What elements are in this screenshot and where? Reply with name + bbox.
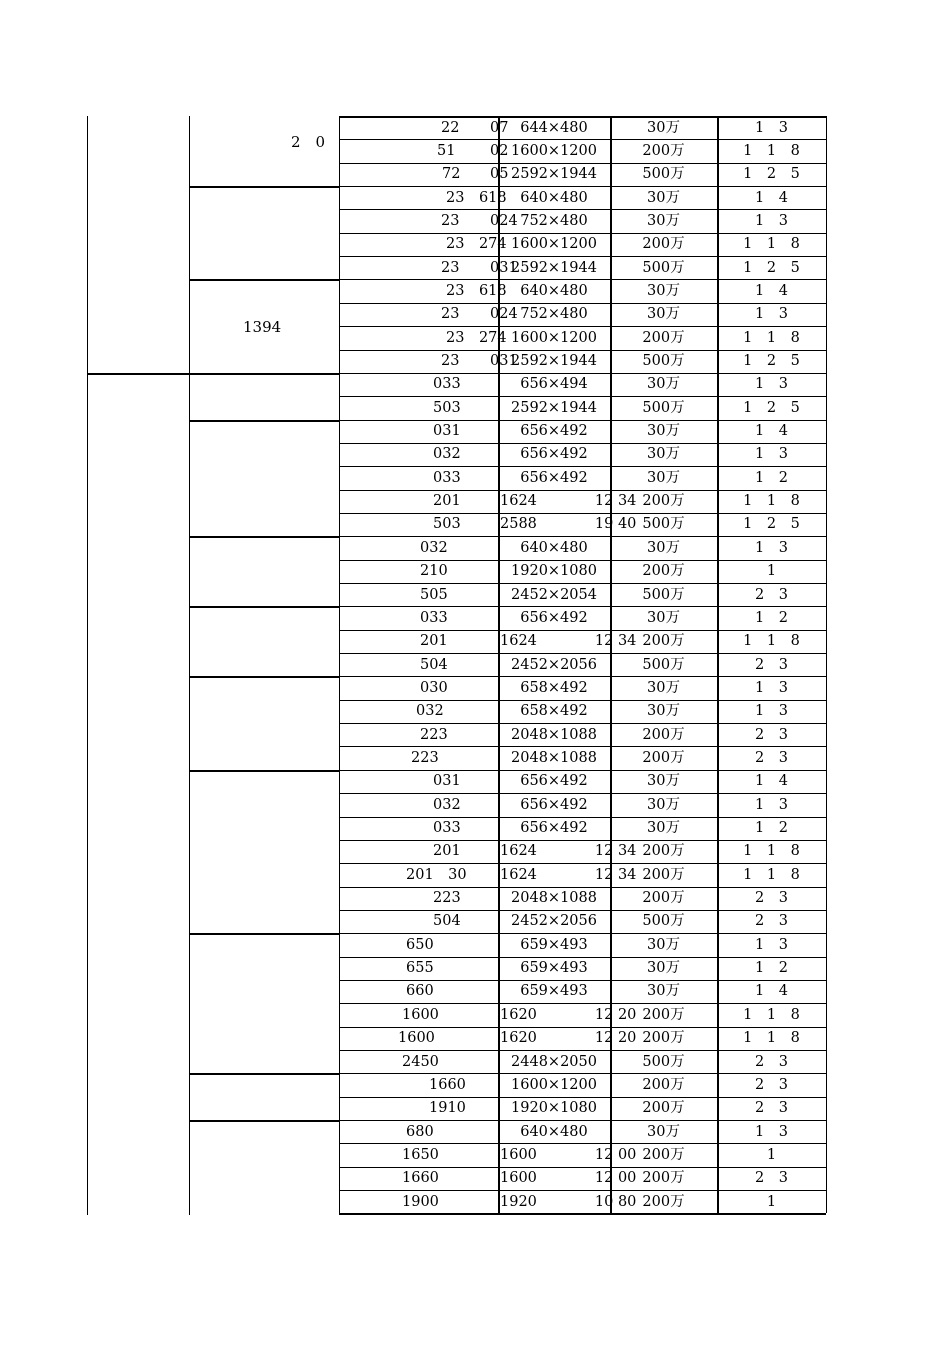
pixels-cell: 200万	[642, 749, 685, 766]
pixels-cell: 200万	[642, 1030, 685, 1047]
model-cell: 504	[433, 913, 461, 930]
resolution-cell: 1624 12 34	[500, 493, 637, 510]
grid-line-horizontal	[189, 676, 339, 678]
overlap-cell: 07	[490, 119, 509, 136]
sensor-cell: 2 3	[755, 749, 788, 766]
overlap-cell: 031	[490, 353, 518, 369]
resolution-cell: 2588 19 40	[500, 516, 637, 533]
resolution-cell: 1624 12 34	[500, 866, 637, 883]
model-cell: 22	[441, 119, 460, 136]
resolution-cell: 2592×1944	[511, 353, 597, 369]
sensor-cell: 1 3	[755, 539, 788, 556]
sensor-cell: 1 4	[755, 282, 788, 299]
model-cell: 23	[441, 306, 460, 323]
grid-line-horizontal	[189, 770, 339, 772]
group-label: 1394	[243, 318, 282, 336]
sensor-cell: 1 2	[755, 820, 788, 836]
grid-line-horizontal	[189, 536, 339, 538]
resolution-cell: 752×480	[520, 306, 588, 323]
model-cell: 1600	[398, 1030, 435, 1047]
sensor-cell: 1 2 5	[743, 259, 800, 276]
resolution-cell: 2048×1088	[511, 890, 597, 907]
resolution-cell: 656×492	[520, 773, 588, 790]
sensor-cell: 1 2	[755, 960, 788, 977]
model-cell: 1600	[402, 1006, 439, 1023]
resolution-cell: 656×492	[520, 446, 588, 463]
pixels-cell: 200万	[642, 890, 685, 907]
grid-line-horizontal	[189, 279, 339, 281]
pixels-cell: 500万	[642, 399, 685, 416]
model-cell: 032	[416, 703, 444, 720]
resolution-cell: 2452×2056	[511, 913, 597, 930]
sensor-cell: 2 3	[755, 586, 788, 603]
resolution-cell: 752×480	[520, 212, 588, 229]
model-cell: 032	[433, 446, 461, 463]
resolution-cell: 1620 12 20	[500, 1006, 637, 1023]
resolution-cell: 1600×1200	[511, 1076, 597, 1093]
model-cell: 210	[420, 563, 448, 580]
model-cell: 23 618	[446, 282, 507, 299]
pixels-cell: 30万	[647, 446, 680, 463]
pixels-cell: 500万	[642, 259, 685, 276]
pixels-cell: 30万	[647, 423, 680, 440]
grid-line-horizontal	[339, 1213, 826, 1215]
sensor-cell: 1	[766, 563, 777, 580]
sensor-cell: 1 3	[755, 703, 788, 720]
pixels-cell: 200万	[642, 236, 685, 253]
grid-line-horizontal	[189, 1073, 339, 1075]
grid-line-vertical	[87, 116, 88, 1215]
sensor-cell: 2 3	[755, 1053, 788, 1070]
pixels-cell: 30万	[647, 960, 680, 977]
resolution-cell: 659×493	[520, 936, 588, 953]
pixels-cell: 30万	[647, 539, 680, 556]
model-cell: 1660	[402, 1170, 439, 1187]
pixels-cell: 30万	[647, 983, 680, 1000]
sensor-cell: 1 1 8	[743, 843, 800, 860]
resolution-cell: 656×492	[520, 796, 588, 813]
sensor-cell: 1 2 5	[743, 353, 800, 369]
resolution-cell: 640×480	[520, 282, 588, 299]
resolution-cell: 659×493	[520, 960, 588, 977]
pixels-cell: 200万	[642, 726, 685, 743]
model-cell: 660	[406, 983, 434, 1000]
sensor-cell: 1 1 8	[743, 633, 800, 650]
model-cell: 650	[406, 936, 434, 953]
sensor-cell: 1 3	[755, 306, 788, 323]
resolution-cell: 656×492	[520, 609, 588, 626]
sensor-cell: 1 4	[755, 423, 788, 440]
pixels-cell: 30万	[647, 936, 680, 953]
pixels-cell: 200万	[642, 633, 685, 650]
sensor-cell: 1 2 5	[743, 516, 800, 533]
sensor-cell: 1 4	[755, 983, 788, 1000]
pixels-cell: 200万	[642, 493, 685, 510]
pixels-cell: 200万	[642, 1193, 685, 1210]
resolution-cell: 1600×1200	[511, 142, 597, 159]
pixels-cell: 30万	[647, 282, 680, 299]
pixels-cell: 500万	[642, 353, 685, 369]
resolution-cell: 1620 12 20	[500, 1030, 637, 1047]
resolution-cell: 1920×1080	[511, 563, 597, 580]
model-cell: 033	[433, 469, 461, 486]
pixels-cell: 200万	[642, 142, 685, 159]
resolution-cell: 1920×1080	[511, 1100, 597, 1117]
resolution-cell: 640×480	[520, 1123, 588, 1140]
model-cell: 503	[433, 516, 461, 533]
pixels-cell: 500万	[642, 913, 685, 930]
sensor-cell: 1 1 8	[743, 329, 800, 346]
model-cell: 201	[433, 843, 461, 860]
overlap-cell: 024	[490, 212, 518, 229]
resolution-cell: 1624 12 34	[500, 843, 637, 860]
pixels-cell: 200万	[642, 1100, 685, 1117]
model-cell: 23	[441, 212, 460, 229]
resolution-cell: 2048×1088	[511, 749, 597, 766]
model-cell: 505	[420, 586, 448, 603]
resolution-cell: 658×492	[520, 679, 588, 696]
sensor-cell: 2 3	[755, 890, 788, 907]
model-cell: 23 618	[446, 189, 507, 206]
resolution-cell: 656×494	[520, 376, 588, 393]
grid-line-vertical	[826, 116, 827, 1213]
sensor-cell: 2 3	[755, 1076, 788, 1093]
resolution-cell: 640×480	[520, 539, 588, 556]
pixels-cell: 30万	[647, 469, 680, 486]
pixels-cell: 500万	[642, 1053, 685, 1070]
model-cell: 201	[420, 633, 448, 650]
resolution-cell: 2452×2054	[511, 586, 597, 603]
sensor-cell: 2 3	[755, 1100, 788, 1117]
sensor-cell: 1 2 5	[743, 399, 800, 416]
sensor-cell: 2 3	[755, 726, 788, 743]
model-cell: 680	[406, 1123, 434, 1140]
pixels-cell: 30万	[647, 306, 680, 323]
resolution-cell: 1600×1200	[511, 329, 597, 346]
pixels-cell: 30万	[647, 679, 680, 696]
overlap-cell: 024	[490, 306, 518, 323]
overlap-cell: 031	[490, 259, 518, 276]
resolution-cell: 659×493	[520, 983, 588, 1000]
pixels-cell: 200万	[642, 563, 685, 580]
model-cell: 223	[420, 726, 448, 743]
sensor-cell: 1 3	[755, 1123, 788, 1140]
resolution-cell: 656×492	[520, 469, 588, 486]
model-cell: 655	[406, 960, 434, 977]
model-cell: 031	[433, 423, 461, 440]
pixels-cell: 200万	[642, 843, 685, 860]
resolution-cell: 1600 12 00	[500, 1146, 637, 1163]
overlap-cell: 05	[490, 166, 509, 183]
grid-line-horizontal	[189, 373, 339, 375]
pixels-cell: 200万	[642, 1076, 685, 1093]
resolution-cell: 656×492	[520, 820, 588, 836]
model-cell: 033	[420, 609, 448, 626]
pixels-cell: 30万	[647, 212, 680, 229]
grid-line-horizontal	[189, 420, 339, 422]
pixels-cell: 30万	[647, 189, 680, 206]
model-cell: 23 274	[446, 236, 507, 253]
grid-line-horizontal	[189, 606, 339, 608]
pixels-cell: 500万	[642, 166, 685, 183]
overlap-cell: 02	[490, 142, 509, 159]
sensor-cell: 1 3	[755, 212, 788, 229]
resolution-cell: 2592×1944	[511, 399, 597, 416]
model-cell: 030	[420, 679, 448, 696]
resolution-cell: 658×492	[520, 703, 588, 720]
pixels-cell: 30万	[647, 1123, 680, 1140]
grid-line-horizontal	[189, 1120, 339, 1122]
model-cell: 51	[437, 142, 456, 159]
resolution-cell: 1600 12 00	[500, 1170, 637, 1187]
sensor-cell: 1 1 8	[743, 1030, 800, 1047]
sensor-cell: 2 3	[755, 656, 788, 673]
model-cell: 23	[441, 353, 460, 369]
model-cell: 1650	[402, 1146, 439, 1163]
resolution-cell: 656×492	[520, 423, 588, 440]
model-cell: 72	[442, 166, 461, 183]
pixels-cell: 200万	[642, 1006, 685, 1023]
pixels-cell: 200万	[642, 329, 685, 346]
sensor-cell: 1 1 8	[743, 493, 800, 510]
sensor-cell: 1 3	[755, 446, 788, 463]
sensor-cell: 1 4	[755, 189, 788, 206]
resolution-cell: 2592×1944	[511, 166, 597, 183]
sensor-cell: 1 3	[755, 796, 788, 813]
model-cell: 2450	[402, 1053, 439, 1070]
model-cell: 504	[420, 656, 448, 673]
model-cell: 223	[411, 749, 439, 766]
model-cell: 1660	[429, 1076, 466, 1093]
model-cell: 1910	[429, 1100, 466, 1117]
resolution-cell: 644×480	[520, 119, 588, 136]
sensor-cell: 1 2	[755, 609, 788, 626]
pixels-cell: 200万	[642, 866, 685, 883]
sensor-cell: 1 2	[755, 469, 788, 486]
model-cell: 033	[433, 820, 461, 836]
resolution-cell: 640×480	[520, 189, 588, 206]
model-cell: 201	[433, 493, 461, 510]
sensor-cell: 1	[766, 1146, 777, 1163]
model-cell: 23 274	[446, 329, 507, 346]
model-cell: 032	[433, 796, 461, 813]
sensor-cell: 1 3	[755, 936, 788, 953]
sensor-cell: 1 1 8	[743, 236, 800, 253]
sensor-cell: 1 4	[755, 773, 788, 790]
sensor-cell: 1 3	[755, 679, 788, 696]
model-cell: 503	[433, 399, 461, 416]
model-cell: 1900	[402, 1193, 439, 1210]
sensor-cell: 1 3	[755, 119, 788, 136]
pixels-cell: 500万	[642, 656, 685, 673]
pixels-cell: 30万	[647, 609, 680, 626]
model-cell: 032	[420, 539, 448, 556]
grid-line-horizontal	[189, 186, 339, 188]
sensor-cell: 1	[766, 1193, 777, 1210]
pixels-cell: 30万	[647, 376, 680, 393]
resolution-cell: 2452×2056	[511, 656, 597, 673]
model-cell: 23	[441, 259, 460, 276]
resolution-cell: 2592×1944	[511, 259, 597, 276]
pixels-cell: 30万	[647, 703, 680, 720]
grid-line-horizontal	[189, 933, 339, 935]
pixels-cell: 30万	[647, 773, 680, 790]
pixels-cell: 30万	[647, 796, 680, 813]
model-cell: 223	[433, 890, 461, 907]
sensor-cell: 2 3	[755, 1170, 788, 1187]
sensor-cell: 1 3	[755, 376, 788, 393]
pixels-cell: 30万	[647, 119, 680, 136]
resolution-cell: 1920 10 80	[500, 1193, 637, 1210]
sensor-cell: 1 1 8	[743, 866, 800, 883]
grid-line-vertical	[339, 116, 340, 1213]
model-cell: 201 30	[406, 866, 467, 883]
model-cell: 033	[433, 376, 461, 393]
grid-line-horizontal	[87, 373, 189, 375]
sensor-cell: 2 3	[755, 913, 788, 930]
resolution-cell: 1624 12 34	[500, 633, 637, 650]
pixels-cell: 200万	[642, 1146, 685, 1163]
resolution-cell: 2448×2050	[511, 1053, 597, 1070]
resolution-cell: 2048×1088	[511, 726, 597, 743]
pixels-cell: 30万	[647, 820, 680, 836]
group-label: 2 0	[291, 133, 326, 151]
sensor-cell: 1 1 8	[743, 1006, 800, 1023]
model-cell: 031	[433, 773, 461, 790]
pixels-cell: 200万	[642, 1170, 685, 1187]
sensor-cell: 1 1 8	[743, 142, 800, 159]
pixels-cell: 500万	[642, 586, 685, 603]
sensor-cell: 1 2 5	[743, 166, 800, 183]
pixels-cell: 500万	[642, 516, 685, 533]
resolution-cell: 1600×1200	[511, 236, 597, 253]
